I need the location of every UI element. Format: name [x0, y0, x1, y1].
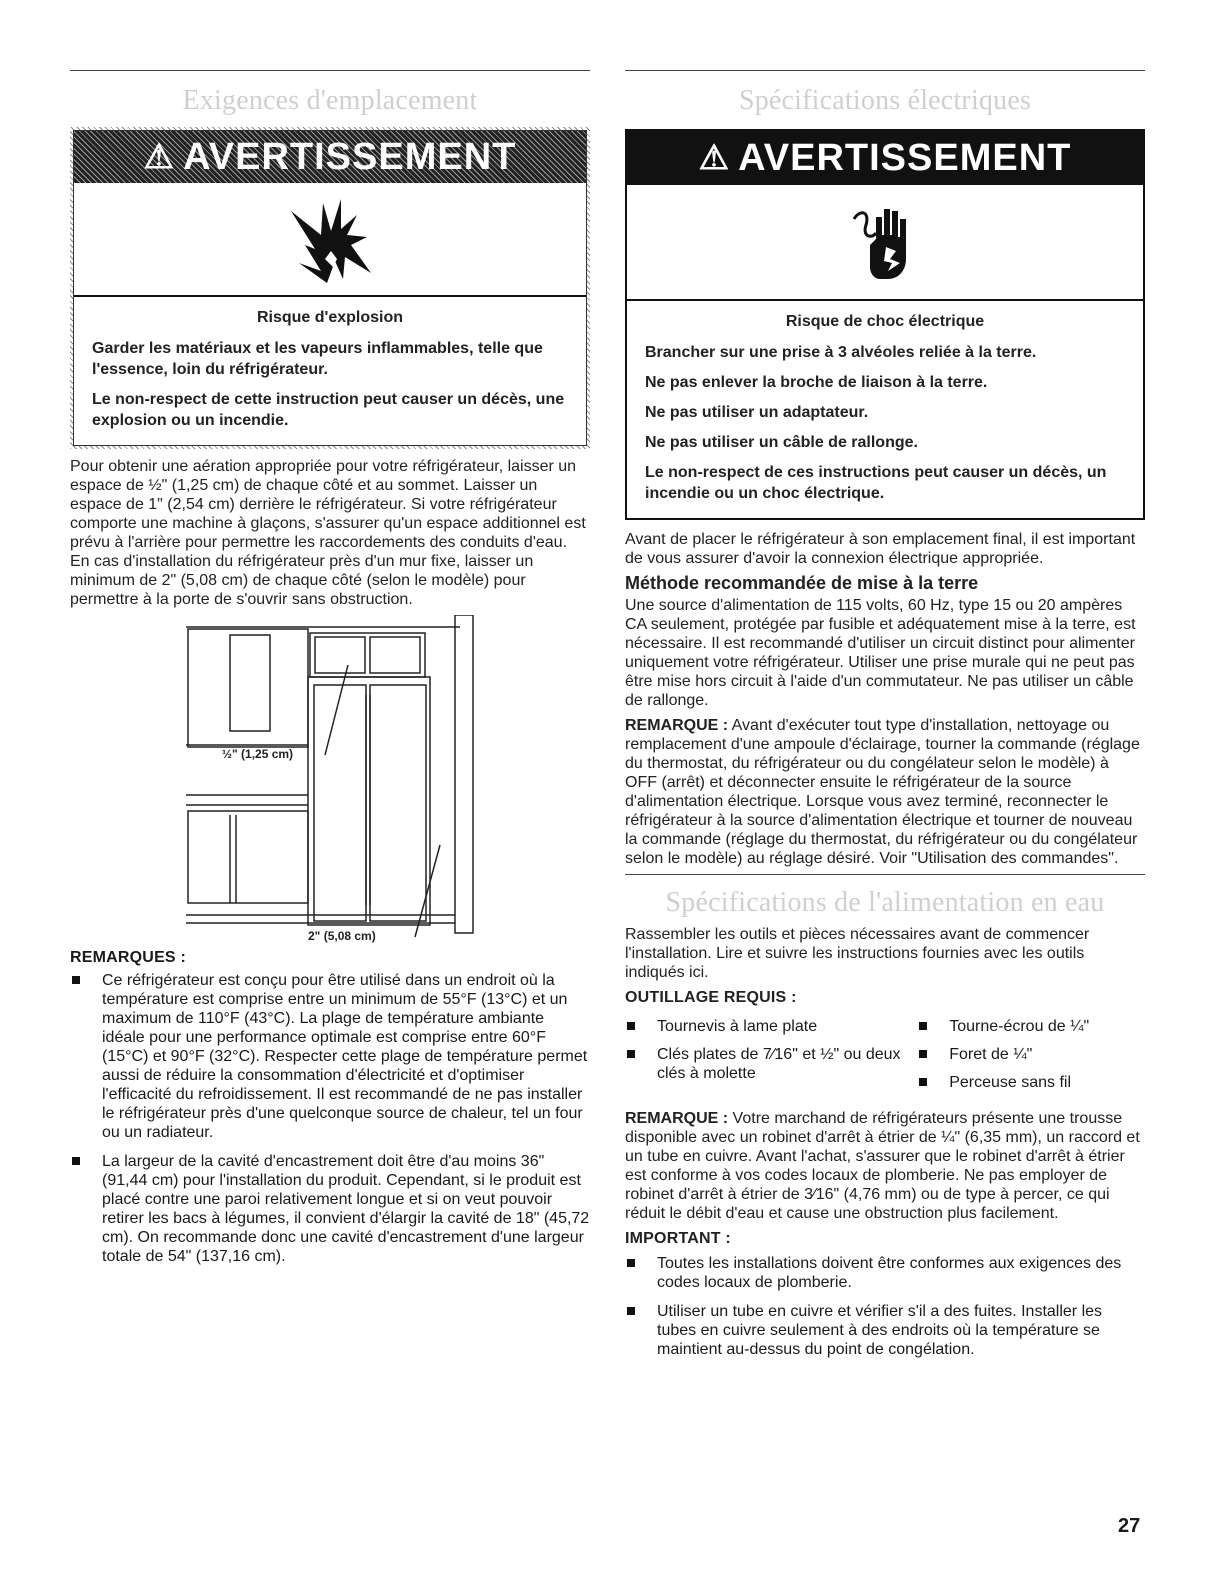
electric-shock-icon — [850, 199, 920, 285]
page-number: 27 — [1118, 1515, 1141, 1537]
remarque-paragraph — [625, 1109, 1145, 1223]
warning-line: Garder les matériaux et les vapeurs inflammables, telle que l'essence, loin du réfrigérateur. — [92, 340, 543, 378]
list-item: Utiliser un tube en cuivre et vérifier s'il a des fuites. Installer les tubes en cuivre seulement à des endroits où la température se maintient au-dessus du point de congélation. — [625, 1302, 1145, 1359]
warning-line: Le non-respect de ces instructions peut causer un décès, un incendie ou un choc électrique. — [645, 464, 1107, 502]
electrical-intro: Avant de placer le réfrigérateur à son emplacement final, il est important de vous assurer d'avoir la connexion électrique appropriée. — [625, 531, 1136, 567]
remarques-heading: REMARQUES : — [70, 949, 186, 966]
methode-heading: Méthode recommandée de mise à la terre — [625, 573, 979, 593]
warning-line: Ne pas enlever la broche de liaison à la terre. — [645, 374, 988, 391]
list-item: Tournevis à lame plate — [625, 1017, 917, 1036]
section-title-eau: Spécifications de l'alimentation en eau — [665, 887, 1105, 918]
list-item: La largeur de la cavité d'encastrement doit être d'au moins 36" (91,44 cm) pour l'installation du produit. Cependant, si le produit est placé contre une paroi relativement longue et si on veut pouvoir retirer les bacs à légumes, il convient d'élargir la cavité de 18" (45,72 cm). On recommande donc une cavité d'encastrement d'une largeur totale de 54" (137,16 cm). — [70, 1152, 590, 1266]
warning-header — [627, 131, 1143, 185]
intro-paragraph — [70, 457, 590, 609]
water-intro: Rassembler les outils et pièces nécessaires avant de commencer l'installation. Lire et suivre les instructions fournies avec les outils indiqués ici. — [625, 926, 1090, 981]
warning-box-electric — [625, 129, 1145, 520]
section-title-electriques: Spécifications électriques — [738, 85, 1032, 116]
remarque-label: REMARQUE : — [625, 1110, 729, 1127]
warning-line: Brancher sur une prise à 3 alvéoles reliée à la terre. — [645, 344, 1037, 361]
warning-box-explosion — [70, 127, 590, 449]
right-column — [625, 70, 1145, 1369]
refrigerator-clearance-illustration — [70, 615, 590, 945]
water-notes — [625, 1109, 1145, 1248]
list-item: Tourne-écrou de ¼" — [917, 1017, 1145, 1036]
left-column — [70, 70, 590, 1276]
warning-triangle-icon: ⚠ — [698, 139, 731, 177]
warning-risk-title: Risque d'explosion — [256, 309, 404, 326]
remarque-text: Votre marchand de réfrigérateurs présente une trousse disponible avec un robinet d'arrêt à étrier de ¼" (6,35 mm), un raccord et un tube en cuivre. Avant l'achat, s'assurer que le robinet d'arrêt à étrier est conforme à vos codes locaux de plomberie. Ne pas employer de robinet d'arrêt à étrier de 3⁄16" (4,76 mm) ou de type à percer, ce qui réduit le débit d'eau et cause une obstruction plus facilement. — [625, 1110, 1140, 1222]
remarque-paragraph — [625, 716, 1145, 868]
water-body — [625, 925, 1145, 1007]
warning-risk-title: Risque de choc électrique — [785, 313, 985, 330]
clearance-diagram — [70, 615, 590, 945]
important-heading: IMPORTANT : — [625, 1230, 731, 1247]
tools-list — [625, 1017, 1145, 1101]
remarque-label: REMARQUE : — [625, 717, 729, 734]
list-item: Perceuse sans fil — [917, 1073, 1145, 1092]
warning-line: Le non-respect de cette instruction peut causer un décès, une explosion ou un incendie. — [92, 391, 565, 429]
warning-header — [74, 131, 586, 183]
explosion-icon — [285, 193, 375, 285]
list-item: Ce réfrigérateur est conçu pour être utilisé dans un endroit où la température est comprise entre un minimum de 55°F (13°C) et un maximum de 110°F (43°C). La plage de température ambiante idéale pour une performance optimale est comprise entre 60°F (15°C) et 90°F (32°C). Respecter cette plage de température permet aussi de réduire la consommation d'électricité et d'optimiser l'efficacité du refroidissement. Il est recommandé de ne pas installer le réfrigérateur près d'une quelconque source de chaleur, tel un four ou un radiateur. — [70, 971, 590, 1142]
outillage-heading: OUTILLAGE REQUIS : — [625, 989, 797, 1006]
list-item: Foret de ¼" — [917, 1045, 1145, 1064]
warning-triangle-icon: ⚠ — [143, 138, 176, 176]
explosion-icon-area — [74, 183, 586, 297]
list-item: Toutes les installations doivent être conformes aux exigences des codes locaux de plomberie. — [625, 1254, 1145, 1292]
warning-header-text: AVERTISSEMENT — [738, 136, 1072, 179]
remarques-list — [70, 971, 590, 1266]
tools-column-2 — [917, 1017, 1145, 1101]
intro-text: Pour obtenir une aération appropriée pour votre réfrigérateur, laisser un espace de ½" (1,25 cm) de chaque côté et au sommet. Laisser un espace de 1" (2,54 cm) derrière le réfrigérateur. Si votre réfrigérateur comporte une machine à glaçons, s'assurer qu'un espace additionnel est prévu à l'arrière pour permettre les raccordements des conduits d'eau. En cas d'installation du réfrigérateur près d'un mur fixe, laisser un minimum de 2" (5,08 cm) de chaque côté (selon le modèle) pour permettre à la porte de s'ouvrir sans obstruction. — [70, 458, 586, 608]
warning-body — [74, 297, 586, 445]
tools-column-1 — [625, 1017, 917, 1101]
diagram-label-bottom: 2" (5,08 cm) — [308, 929, 376, 943]
warning-line: Ne pas utiliser un câble de rallonge. — [645, 434, 918, 451]
important-list — [625, 1254, 1145, 1359]
warning-body — [627, 301, 1143, 518]
warning-line: Ne pas utiliser un adaptateur. — [645, 404, 869, 421]
section-title-emplacement: Exigences d'emplacement — [182, 85, 478, 116]
warning-header-text: AVERTISSEMENT — [183, 135, 517, 178]
electric-shock-icon-area — [627, 185, 1143, 301]
remarque-text: Avant d'exécuter tout type d'installation, nettoyage ou remplacement d'une ampoule d'éclairage, tourner la commande (réglage du thermostat, du réfrigérateur ou du congélateur selon le modèle) à OFF (arrêt) et déconnecter ensuite le réfrigérateur de la source d'alimentation électrique. Lorsque vous avez terminé, reconnecter le réfrigérateur à la source d'alimentation électrique et tourner de nouveau la commande (réglage du thermostat, du réfrigérateur ou du congélateur selon le modèle) au réglage désiré. Voir "Utilisation des commandes". — [625, 717, 1140, 867]
diagram-label-top: ½" (1,25 cm) — [222, 747, 294, 761]
methode-text: Une source d'alimentation de 115 volts, 60 Hz, type 15 ou 20 ampères CA seulement, protégée par fusible et adéquatement mise à la terre, est nécessaire. Il est recommandé d'utiliser un circuit distinct pour alimenter uniquement votre réfrigérateur. Utiliser une prise murale qui ne peut pas être mise hors circuit à l'aide d'un commutateur. Ne pas utiliser un câble de rallonge. — [625, 597, 1136, 709]
electrical-body — [625, 530, 1145, 868]
list-item: Clés plates de 7⁄16" et ½" ou deux clés à molette — [625, 1045, 917, 1083]
